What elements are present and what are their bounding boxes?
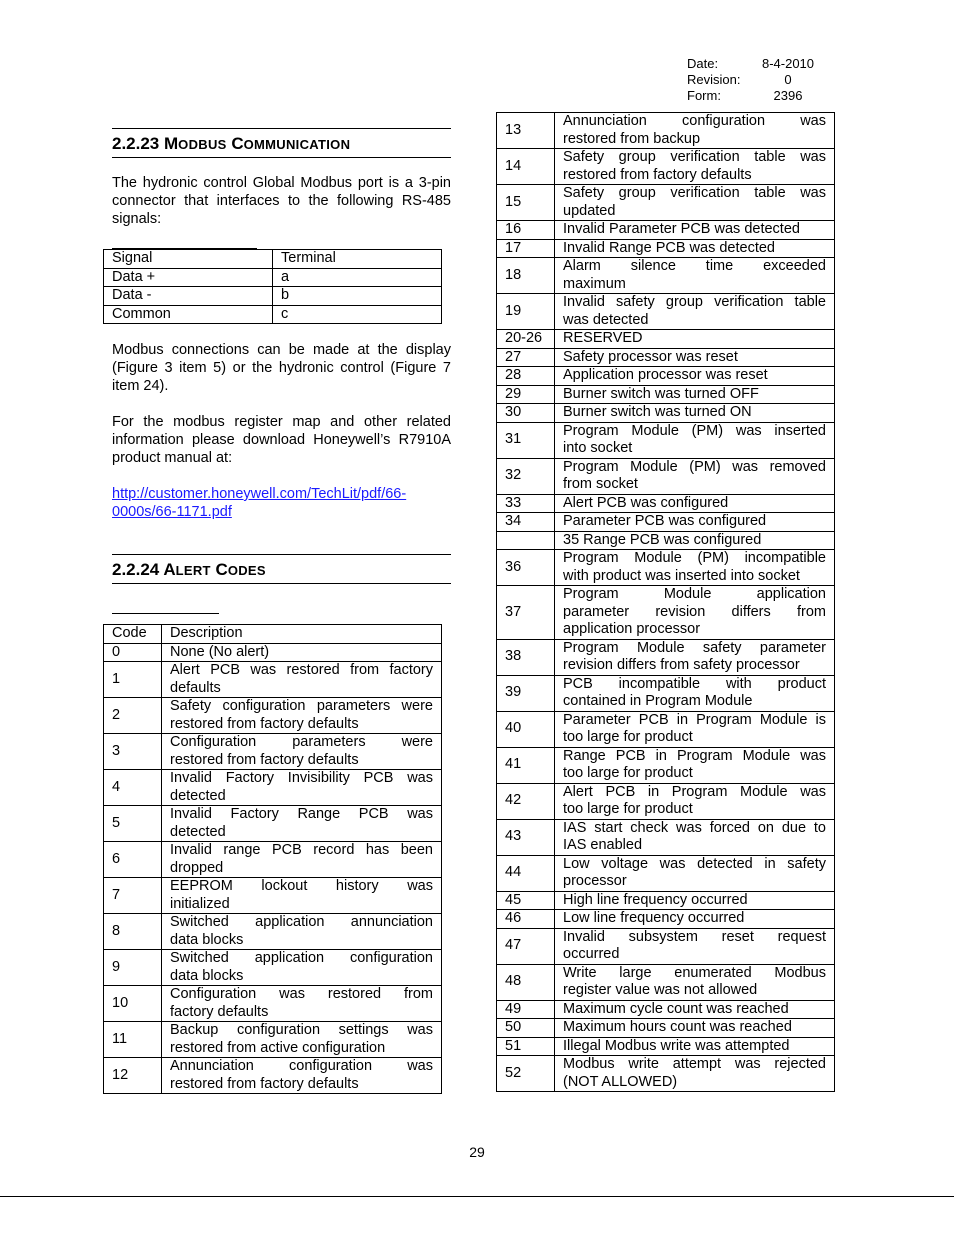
alert-description xyxy=(555,113,835,149)
table-row xyxy=(497,494,835,513)
description-line: data blocks xyxy=(170,967,244,984)
alert-description xyxy=(555,1037,835,1056)
description-line: too large for product xyxy=(563,801,693,817)
description-line: contained in Program Module xyxy=(563,693,753,709)
description-line: Parameter PCB in Program Module is xyxy=(563,711,826,728)
footer-rule xyxy=(0,1196,954,1197)
alert-code: 3 xyxy=(104,734,162,770)
alert-code: 8 xyxy=(104,914,162,950)
description-line: too large for product xyxy=(563,729,693,745)
alert-description xyxy=(162,950,442,986)
alert-description xyxy=(555,928,835,964)
description-line: Maximum cycle count was reached xyxy=(563,1000,789,1017)
description-line: Parameter PCB was configured xyxy=(563,513,767,529)
table-row xyxy=(497,711,835,747)
description-line: Invalid Factory Invisibility PCB was xyxy=(170,770,433,786)
table-row xyxy=(497,964,835,1000)
alert-code: 52 xyxy=(497,1056,555,1092)
alert-code: 32 xyxy=(497,458,555,494)
alert-code: 16 xyxy=(497,221,555,240)
description-line: Invalid range PCB record has been xyxy=(170,842,433,858)
alert-code: 51 xyxy=(497,1037,555,1056)
table-row xyxy=(497,855,835,891)
revision-label: Revision: xyxy=(687,72,741,87)
alert-code: 29 xyxy=(497,385,555,404)
table-row xyxy=(104,643,442,662)
description-line: restored from factory defaults xyxy=(170,1075,359,1092)
description-line: restored from factory defaults xyxy=(170,715,359,732)
description-line: register value was not allowed xyxy=(563,982,758,998)
table-row xyxy=(497,1037,835,1056)
description-line: detected xyxy=(170,823,226,840)
description-line: too large for product xyxy=(563,765,693,781)
page-number: 29 xyxy=(469,1144,485,1160)
table-row xyxy=(497,422,835,458)
alert-description xyxy=(555,891,835,910)
alert-description xyxy=(555,422,835,458)
description-line: PCB incompatible with product xyxy=(563,675,826,692)
alert-code: 13 xyxy=(497,113,555,149)
description-line: High line frequency occurred xyxy=(563,891,748,908)
alert-description xyxy=(555,513,835,532)
alert-description xyxy=(555,675,835,711)
alert-code: 46 xyxy=(497,910,555,929)
table-row xyxy=(104,842,442,878)
alert-description xyxy=(555,330,835,349)
alert-code: 14 xyxy=(497,149,555,185)
table-row xyxy=(104,734,442,770)
description-line: Low line frequency occurred xyxy=(563,910,745,926)
alert-description xyxy=(555,1000,835,1019)
alert-code: 27 xyxy=(497,348,555,367)
description-line: EEPROM lockout history was xyxy=(170,878,433,894)
alert-description xyxy=(555,458,835,494)
table-row xyxy=(497,330,835,349)
alert-description xyxy=(555,294,835,330)
alert-description xyxy=(162,1022,442,1058)
table-row xyxy=(104,698,442,734)
terminal-header: Terminal xyxy=(273,250,442,269)
table-row: Common c xyxy=(104,305,442,324)
section-heading-modbus: 2.2.23 MODBUS COMMUNICATION xyxy=(112,128,451,158)
description-line: Invalid Range PCB was detected xyxy=(563,239,775,256)
description-line: restored from backup xyxy=(563,130,701,147)
table-row xyxy=(497,404,835,423)
alert-description xyxy=(162,914,442,950)
description-line: occurred xyxy=(563,946,620,962)
description-line: Configuration was restored from xyxy=(170,986,433,1002)
description-line: data blocks xyxy=(170,931,244,948)
alert-code: 0 xyxy=(104,643,162,662)
description-line: Alert PCB in Program Module was xyxy=(563,783,826,800)
alert-code: 4 xyxy=(104,770,162,806)
table-row xyxy=(497,586,835,640)
description-line: processor xyxy=(563,873,627,889)
description-line: Invalid subsystem reset request xyxy=(563,928,826,945)
description-line: Safety group verification table was xyxy=(563,149,826,165)
table-row xyxy=(497,367,835,386)
alert-code: 6 xyxy=(104,842,162,878)
table-row: Data + a xyxy=(104,268,442,287)
table-row xyxy=(104,1022,442,1058)
alert-description xyxy=(555,404,835,423)
alert-description xyxy=(555,385,835,404)
description-line: Annunciation configuration was xyxy=(563,113,826,129)
alert-code: 31 xyxy=(497,422,555,458)
code-header: Code xyxy=(104,625,162,644)
table-row xyxy=(497,385,835,404)
alert-description xyxy=(555,639,835,675)
description-line: maximum xyxy=(563,275,626,292)
table-row xyxy=(104,878,442,914)
alert-description xyxy=(162,842,442,878)
table-row xyxy=(497,149,835,185)
alert-description xyxy=(555,586,835,640)
alert-code: 18 xyxy=(497,258,555,294)
description-line: with product was inserted into socket xyxy=(563,567,800,584)
description-line: Switched application configuration xyxy=(170,950,433,966)
description-line: Range PCB in Program Module was xyxy=(563,747,826,764)
alert-description xyxy=(162,662,442,698)
table-row xyxy=(497,458,835,494)
table-row xyxy=(497,819,835,855)
signal-header: Signal xyxy=(104,250,273,269)
alert-code: 48 xyxy=(497,964,555,1000)
modbus-intro: The hydronic control Global Modbus port is a 3-pin connector that interfaces to the following RS-485 signals: xyxy=(112,175,451,227)
left-column xyxy=(112,128,451,614)
table-row xyxy=(104,914,442,950)
description-line: Invalid safety group verification table xyxy=(563,294,826,310)
alert-code: 50 xyxy=(497,1019,555,1038)
description-line: IAS start check was forced on due to xyxy=(563,819,826,836)
alert-description xyxy=(555,348,835,367)
alert-description xyxy=(555,1019,835,1038)
table-row xyxy=(104,950,442,986)
form-label: Form: xyxy=(687,88,721,103)
description-line: (NOT ALLOWED) xyxy=(563,1073,678,1090)
table-row xyxy=(497,1019,835,1038)
description-line: Safety processor was reset xyxy=(563,348,738,365)
alert-description xyxy=(162,698,442,734)
alert-code: 12 xyxy=(104,1058,162,1094)
description-line: Annunciation configuration was xyxy=(170,1058,433,1074)
description-line: Alert PCB was configured xyxy=(563,494,729,511)
description-line: factory defaults xyxy=(170,1003,269,1020)
alert-code: 17 xyxy=(497,239,555,258)
table-row xyxy=(104,662,442,698)
alert-code: 30 xyxy=(497,404,555,423)
signal-table xyxy=(103,249,442,324)
section-heading-alert-codes: 2.2.24 ALERT CODES xyxy=(112,554,451,584)
alert-code: 11 xyxy=(104,1022,162,1058)
description-line: parameter revision differs from xyxy=(563,603,826,620)
alert-code xyxy=(497,531,555,550)
alert-description xyxy=(162,1058,442,1094)
description-line: Switched application annunciation xyxy=(170,914,433,930)
document-header xyxy=(687,56,817,104)
description-line: Burner switch was turned OFF xyxy=(563,385,759,402)
alert-description xyxy=(162,770,442,806)
description-line: None (No alert) xyxy=(170,643,270,660)
description-line: Program Module (PM) was removed xyxy=(563,458,826,475)
table-row xyxy=(497,550,835,586)
alert-code: 37 xyxy=(497,586,555,640)
manual-link[interactable]: http://customer.honeywell.com/TechLit/pdf/66- 0000s/66-1171.pdf xyxy=(112,486,407,520)
table-header-row xyxy=(104,625,442,644)
revision-value: 0 xyxy=(784,72,792,87)
alert-code: 10 xyxy=(104,986,162,1022)
alert-code: 38 xyxy=(497,639,555,675)
alert-code: 41 xyxy=(497,747,555,783)
alert-description xyxy=(555,855,835,891)
description-line: Program Module (PM) was inserted xyxy=(563,422,826,439)
table-row xyxy=(497,113,835,149)
modbus-connections: Modbus connections can be made at the display (Figure 3 item 5) or the hydronic control (Figure 7 item 24). xyxy=(112,342,451,394)
description-line: Invalid Factory Range PCB was xyxy=(170,806,433,822)
alert-description xyxy=(555,221,835,240)
alert-code: 49 xyxy=(497,1000,555,1019)
alert-codes-table-left xyxy=(103,624,442,1094)
alert-description xyxy=(555,149,835,185)
description-line: Alarm silence time exceeded xyxy=(563,258,826,274)
description-line: detected xyxy=(170,787,226,804)
codes-table-rule xyxy=(112,613,219,614)
table-row xyxy=(497,928,835,964)
alert-description xyxy=(555,964,835,1000)
description-line: restored from factory defaults xyxy=(170,751,359,768)
description-line: IAS enabled xyxy=(563,837,643,853)
description-line: from socket xyxy=(563,476,638,492)
table-row: Data - b xyxy=(104,287,442,306)
alert-code: 28 xyxy=(497,367,555,386)
description-line: defaults xyxy=(170,679,221,696)
alert-description xyxy=(162,643,442,662)
table-row xyxy=(497,294,835,330)
alert-code: 9 xyxy=(104,950,162,986)
description-line: was detected xyxy=(563,311,649,328)
table-row xyxy=(497,221,835,240)
alert-code: 33 xyxy=(497,494,555,513)
table-row xyxy=(497,639,835,675)
description-line: updated xyxy=(563,202,616,219)
description-line: initialized xyxy=(170,895,230,912)
description-line: Safety configuration parameters were xyxy=(170,698,433,714)
table-row xyxy=(497,239,835,258)
form-value: 2396 xyxy=(773,88,803,103)
alert-description xyxy=(555,1056,835,1092)
table-row xyxy=(497,747,835,783)
description-line: Write large enumerated Modbus xyxy=(563,964,826,981)
table-row xyxy=(104,986,442,1022)
table-row xyxy=(497,348,835,367)
register-info: For the modbus register map and other related information please download Honeywell’s R7910A product manual at: xyxy=(112,414,451,466)
alert-description xyxy=(162,878,442,914)
table-row xyxy=(104,806,442,842)
table-row xyxy=(497,513,835,532)
alert-description xyxy=(555,783,835,819)
description-line: Alert PCB was restored from factory xyxy=(170,662,433,678)
table-row xyxy=(104,250,442,269)
description-line: RESERVED xyxy=(563,330,643,346)
date-label: Date: xyxy=(687,56,719,71)
alert-code: 5 xyxy=(104,806,162,842)
alert-code: 45 xyxy=(497,891,555,910)
alert-code: 36 xyxy=(497,550,555,586)
alert-description xyxy=(555,258,835,294)
table-row xyxy=(497,1000,835,1019)
table-row xyxy=(497,891,835,910)
alert-code: 20-26 xyxy=(497,330,555,349)
alert-description xyxy=(162,986,442,1022)
alert-code: 42 xyxy=(497,783,555,819)
alert-code: 39 xyxy=(497,675,555,711)
description-header: Description xyxy=(162,625,442,644)
alert-description xyxy=(555,910,835,929)
alert-description xyxy=(555,711,835,747)
alert-description xyxy=(555,185,835,221)
description-line: restored from active configuration xyxy=(170,1039,386,1056)
alert-code: 1 xyxy=(104,662,162,698)
alert-code: 15 xyxy=(497,185,555,221)
alert-description xyxy=(555,239,835,258)
table-row xyxy=(104,770,442,806)
alert-description xyxy=(555,819,835,855)
table-row xyxy=(497,258,835,294)
alert-description xyxy=(555,531,835,550)
alert-description xyxy=(555,550,835,586)
description-line: Backup configuration settings was xyxy=(170,1022,433,1038)
description-line: Configuration parameters were xyxy=(170,734,433,750)
alert-code: 40 xyxy=(497,711,555,747)
description-line: into socket xyxy=(563,440,633,456)
description-line: dropped xyxy=(170,859,224,876)
description-line: Program Module safety parameter xyxy=(563,639,826,656)
alert-description xyxy=(555,747,835,783)
date-value: 8-4-2010 xyxy=(761,56,815,71)
description-line: Maximum hours count was reached xyxy=(563,1019,792,1035)
table-row xyxy=(497,675,835,711)
alert-code: 47 xyxy=(497,928,555,964)
description-line: Burner switch was turned ON xyxy=(563,404,752,420)
alert-description xyxy=(162,734,442,770)
description-line: Invalid Parameter PCB was detected xyxy=(563,221,800,237)
description-line: Safety group verification table was xyxy=(563,185,826,201)
alert-code: 19 xyxy=(497,294,555,330)
description-line: Modbus write attempt was rejected xyxy=(563,1056,826,1072)
table-row xyxy=(497,531,835,550)
description-line: Illegal Modbus write was attempted xyxy=(563,1037,790,1054)
table-row xyxy=(104,1058,442,1094)
alert-description xyxy=(162,806,442,842)
table-row xyxy=(497,910,835,929)
description-line: application processor xyxy=(563,621,701,637)
alert-code: 7 xyxy=(104,878,162,914)
table-row xyxy=(497,783,835,819)
table-row xyxy=(497,1056,835,1092)
alert-codes-table-right xyxy=(496,112,835,1092)
alert-code: 44 xyxy=(497,855,555,891)
description-line: Program Module (PM) incompatible xyxy=(563,550,826,566)
description-line: 35 Range PCB was configured xyxy=(563,531,762,548)
alert-code: 43 xyxy=(497,819,555,855)
table-row xyxy=(497,185,835,221)
description-line: restored from factory defaults xyxy=(563,166,752,183)
description-line: Application processor was reset xyxy=(563,367,768,383)
description-line: revision differs from safety processor xyxy=(563,657,800,673)
description-line: Low voltage was detected in safety xyxy=(563,855,826,872)
alert-code: 2 xyxy=(104,698,162,734)
alert-description xyxy=(555,367,835,386)
alert-description xyxy=(555,494,835,513)
description-line: Program Module application xyxy=(563,586,826,602)
alert-code: 34 xyxy=(497,513,555,532)
